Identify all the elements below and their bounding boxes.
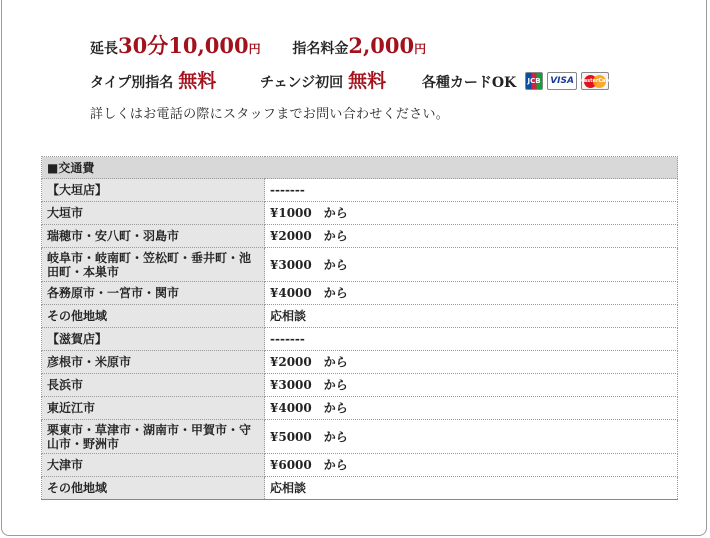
change-first-label: チェンジ初回	[259, 75, 344, 91]
price-cell: 応相談	[265, 305, 678, 328]
area-cell: 長浜市	[42, 374, 265, 397]
price-cell: ¥5000 から	[265, 420, 678, 454]
extension-price: 10,000	[168, 33, 249, 58]
extension-label: 延長	[90, 41, 118, 57]
table-row	[42, 225, 678, 248]
table-row	[42, 454, 678, 477]
table-row	[42, 305, 678, 328]
change-first-value: 無料	[348, 70, 387, 92]
price-cell: ¥2000 から	[265, 351, 678, 374]
extension-fee-line	[90, 30, 426, 60]
price-cell: ¥4000 から	[265, 282, 678, 305]
price-cell: ¥3000 から	[265, 248, 678, 282]
visa-card-icon: VISA	[547, 72, 577, 90]
table-row	[42, 477, 678, 500]
table-row	[42, 282, 678, 305]
price-cell: -------	[265, 328, 678, 351]
area-cell: 【大垣店】	[42, 179, 265, 202]
card-logos	[525, 72, 612, 90]
price-cell: ¥1000 から	[265, 202, 678, 225]
cards-ok-label: 各種カードOK	[421, 75, 517, 91]
area-cell: 彦根市・米原市	[42, 351, 265, 374]
nomination-label: 指名料金	[292, 41, 349, 57]
area-cell: 瑞穂市・安八町・羽島市	[42, 225, 265, 248]
area-cell: 大津市	[42, 454, 265, 477]
table-row	[42, 202, 678, 225]
free-options-line	[90, 66, 612, 93]
type-nomination-label: タイプ別指名	[90, 75, 174, 91]
jcb-card-icon: JCB	[525, 72, 543, 90]
table-row	[42, 328, 678, 351]
nomination-price: 2,000	[348, 33, 415, 58]
transport-fee-title: ■交通費	[42, 157, 678, 179]
area-cell: 東近江市	[42, 397, 265, 420]
area-cell: 各務原市・一宮市・関市	[42, 282, 265, 305]
extension-time: 30分	[118, 33, 169, 58]
table-row	[42, 351, 678, 374]
price-cell: -------	[265, 179, 678, 202]
table-row	[42, 374, 678, 397]
table-row	[42, 248, 678, 282]
area-cell: 栗東市・草津市・湖南市・甲賀市・守山市・野洲市	[42, 420, 265, 454]
transport-fee-table	[41, 156, 678, 500]
area-cell: 岐阜市・岐南町・笠松町・垂井町・池田町・本巣市	[42, 248, 265, 282]
extension-yen: 円	[248, 42, 261, 56]
price-cell: 応相談	[265, 477, 678, 500]
price-cell: ¥3000 から	[265, 374, 678, 397]
content-frame	[1, 0, 707, 536]
price-cell: ¥2000 から	[265, 225, 678, 248]
area-cell: 【滋賀店】	[42, 328, 265, 351]
price-cell: ¥4000 から	[265, 397, 678, 420]
type-nomination-value: 無料	[178, 70, 217, 92]
mastercard-card-icon: MasterCard	[581, 72, 609, 90]
nomination-yen: 円	[414, 42, 427, 56]
table-row	[42, 397, 678, 420]
price-cell: ¥6000 から	[265, 454, 678, 477]
table-row	[42, 420, 678, 454]
area-cell: その他地域	[42, 477, 265, 500]
contact-note: 詳しくはお電話の際にスタッフまでお問い合わせください。	[90, 107, 450, 122]
area-cell: 大垣市	[42, 202, 265, 225]
table-row	[42, 179, 678, 202]
area-cell: その他地域	[42, 305, 265, 328]
